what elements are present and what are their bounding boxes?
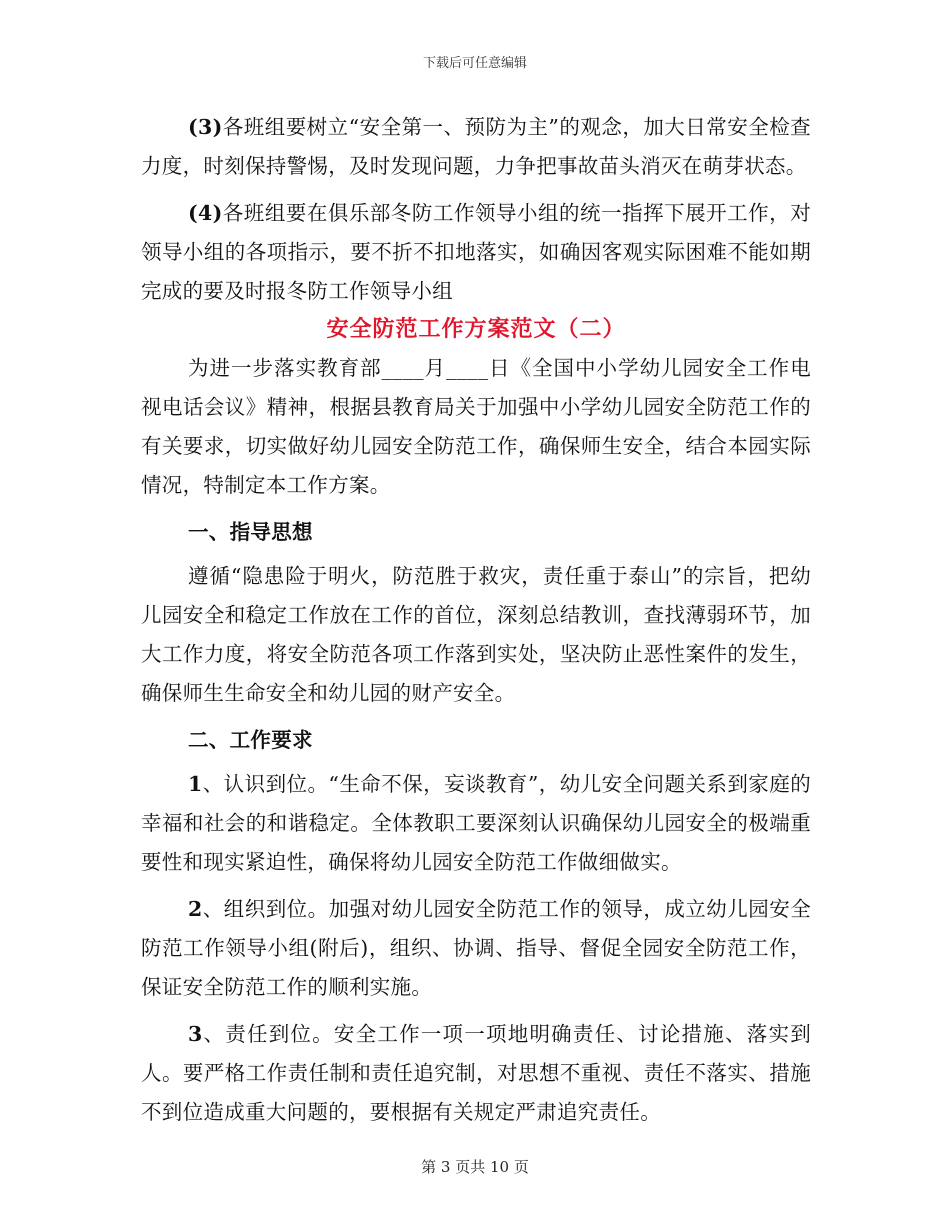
paragraph-text: 、组织到位。加强对幼儿园安全防范工作的领导，成立幼儿园安全防范工作领导小组(附后)，组织、协调、指导、督促全园安全防范工作，保证安全防范工作的顺利实施。 [141,897,811,999]
item-number: 2 [188,897,203,921]
item-number: 3 [188,1022,203,1046]
intro-paragraph: 为进一步落实教育部____月____日《全国中小学幼儿园安全工作电视电话会议》精神，根据县教育局关于加强中小学幼儿园安全防范工作的有关要求，切实做好幼儿园安全防范工作，确保师生安全，结合本园实际情况，特制定本工作方案。 [141,356,811,497]
requirement-item-1 [141,765,811,882]
requirement-item-2 [141,890,811,1007]
page-header: 下载后可任意编辑 [422,56,527,71]
document-body [141,108,811,1140]
paragraph-text: 、认识到位。“生命不保，妄谈教育”，幼儿安全问题关系到家庭的幸福和社会的和谐稳定。全体教职工要深刻认识确保幼儿园安全的极端重要性和现实紧迫性，确保将幼儿园安全防范工作做细做实。 [141,772,811,874]
item-number: (3) [188,115,223,139]
page-footer: 第 3 页共 10 页 [421,1158,529,1176]
requirement-item-3 [141,1015,811,1132]
heading-work-requirements: 二、工作要求 [188,728,313,752]
section-title: 安全防范工作方案范文（二） [326,316,626,342]
paragraph-text: 各班组要在俱乐部冬防工作领导小组的统一指挥下展开工作，对领导小组的各项指示，要不折不扣地落实，如确因客观实际困难不能如期完成的要及时报冬防工作领导小组 [141,201,811,303]
item-number: (4) [188,201,223,225]
heading-guiding-thought: 一、指导思想 [188,520,313,544]
guiding-paragraph: 遵循“隐患险于明火，防范胜于救灾，责任重于泰山”的宗旨，把幼儿园安全和稳定工作放在工作的首位，深刻总结教训，查找薄弱环节，加大工作力度，将安全防范各项工作落到实处，坚决防止恶性案件的发生，确保师生生命安全和幼儿园的财产安全。 [141,564,811,705]
item-number: 1 [188,772,203,796]
paragraph-item-3 [141,108,811,186]
paragraph-item-4 [141,194,811,311]
paragraph-text: 、责任到位。安全工作一项一项地明确责任、讨论措施、落实到人。要严格工作责任制和责任追究制，对思想不重视、责任不落实、措施不到位造成重大问题的，要根据有关规定严肃追究责任。 [141,1022,811,1124]
paragraph-text: 各班组要树立“安全第一、预防为主”的观念，加大日常安全检查力度，时刻保持警惕，及时发现问题，力争把事故苗头消灭在萌芽状态。 [141,115,811,178]
